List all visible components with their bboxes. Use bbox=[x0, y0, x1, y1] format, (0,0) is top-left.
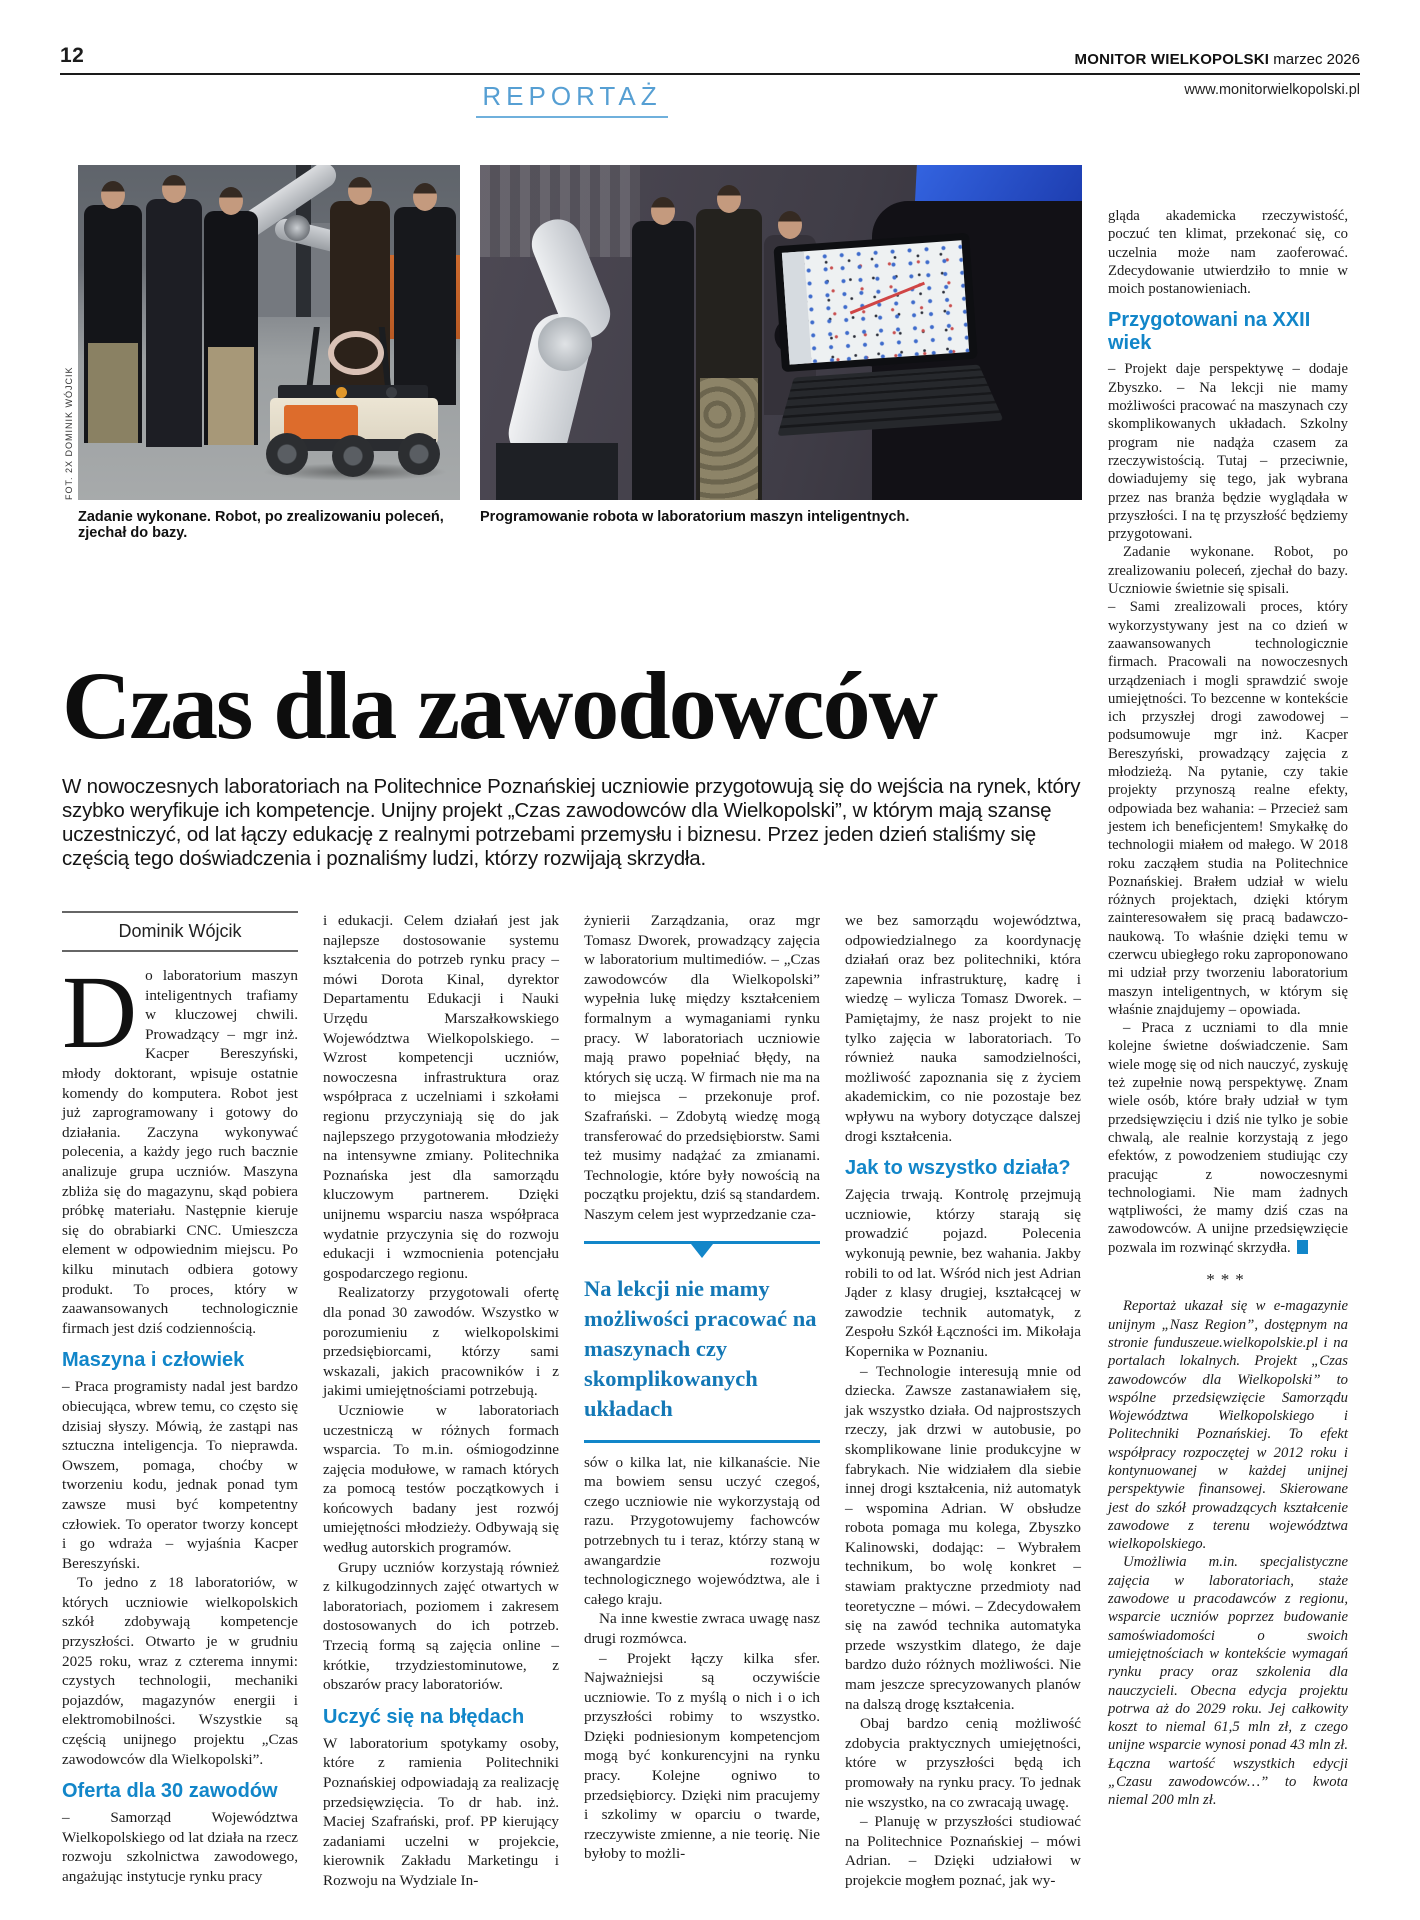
footnote-paragraph: Umożliwia m.in. specjalistyczne zajęcia w laboratoriach, staże zawodowe u pracodawców z regionu, wsparcie uczniów poprzez budowanie samoświadomości o swoich umiejętnościach w kontekście wymagań rynku pracy oraz szkolenia dla nauczycieli. Obecna edycja projektu potrwa aż do 2029 roku. Jej całkowity koszt to niemal 61,5 mln zł, z czego unijne wsparcie wynosi ponad 43 mln zł. Łączna wartość wszystkich edycji „Czasu zawodowców…” to kwota niemal 200 mln zł. bbox=[1108, 1554, 1348, 1809]
pull-quote-text: Na lekcji nie mamy możliwości pracować na maszynach czy skomplikowanych układach bbox=[584, 1275, 817, 1421]
person-silhouette bbox=[394, 207, 456, 405]
article-paragraph: – Technologie interesują mnie od dziecka. Zawsze zastanawiałem się, jak wszystko działa. Od najprostszych rzeczy, jak drzwi w autobusie, po skomplikowane linie produkcyjne w fabrykach. Nie widziałem dla siebie innej drogi kształcenia, niż automatyk – wspomina Adrian. W obsłudze robota pomaga mu kolega, Zbyszko Kalinowski, dodając: – Wybrałem technikum, bo wolę konkret – stawiam praktyczne przedmioty nad teoretyczne – mówi. – Zdecydowałem się na zawód technika automatyka przede wszystkim dlatego, że daje bardzo dużo różnych możliwości. Nie mam jeszcze sprecyzowanych planów na dalszą drogę kształcenia. bbox=[845, 1362, 1081, 1713]
section-subhead: Jak to wszystko działa? bbox=[845, 1157, 1071, 1180]
mobile-robot bbox=[270, 385, 438, 475]
stars-separator: *** bbox=[1206, 1270, 1250, 1290]
article-paragraph: Do laboratorium maszyn inteligentnych trafiamy w kluczowej chwili. Prowadzący – mgr inż. Kacper Bereszyński, młody doktorant, wpisuje ostatnie komendy do komputera. Robot jest już zaprogramowany i gotowy do działania. Zaczyna wykonywać polecenia, a każdy jego ruch bacznie analizuje grupa uczniów. Maszyna zbliża się do magazynu, skąd pobiera próbkę materiału. Następnie kieruje się do obrabiarki CNC. Umieszcza element w odpowiednim miejscu. Po kilku minutach odbiera gotowy produkt. To proces, który w zaawansowanych technologicznie firmach jest dziś codziennością. bbox=[62, 955, 298, 1337]
section-subhead: Maszyna i człowiek bbox=[62, 1349, 245, 1372]
article-paragraph: – Praca z uczniami to dla mnie kolejne świetne doświadczenie. Sam wiele mogę się od nich nauczyć, zyskuję też zupełnie nową perspektywę. Znam wiele osób, które brały udział w tym przedsięwzięciu i dziś nie tylko je sobie chwalą, ale realnie korzystają z jego efektów, z powodzeniem studiując czy pracując z nowoczesnymi technologiami. Nie mam żadnych wątpliwości, że mamy dziś czas na zawodowców. A unijne przedsięwzięcie pozwala im rozwinąć skrzydła. bbox=[1108, 1020, 1348, 1256]
photo-row bbox=[62, 165, 1082, 500]
robot-arm-base bbox=[496, 443, 618, 500]
photo-credit: FOT. 2X DOMINIK WÓJCIK bbox=[64, 366, 74, 500]
article-paragraph: Zadanie wykonane. Robot, po zrealizowaniu poleceń, zjechał do bazy. Uczniowie świetnie się spisali. bbox=[1108, 544, 1348, 598]
laptop-keyboard bbox=[777, 365, 1003, 437]
masthead-title: MONITOR WIELKOPOLSKI bbox=[1074, 51, 1270, 68]
article-paragraph: Obaj bardzo cenią możliwość zdobycia praktycznych umiejętności, które w przyszłości będą ich promowały na rynku pracy. To jednak nie wszystko, na co zwracają uwagę. bbox=[845, 1715, 1081, 1811]
robot-arm-joint bbox=[284, 215, 310, 241]
laptop bbox=[773, 232, 992, 442]
article-paragraph: To jedno z 18 laboratoriów, w których uczniowie wielkopolskich szkół zdobywają kompetencje przyszłości. Otwarto je w grudniu 2025 roku, wraz z czterema innymi: czystych technologii, mechaniki pojazdów, magazynów energii i elektromobilności. Wszystkie są częścią unijnego projektu „Czas zawodowców dla Wielkopolski”. bbox=[62, 1574, 298, 1768]
article-paragraph: W laboratorium spotykamy osoby, które z ramienia Politechniki Poznańskiej odpowiadają za realizację przedsięwzięcia. To dr hab. inż. Maciej Szafrański, prof. PP kierujący zadaniami uczelni w projekcie, kierownik Zakładu Marketingu i Rozwoju na Wydziale In- bbox=[323, 1734, 559, 1889]
drop-cap: D bbox=[62, 955, 138, 1071]
person-silhouette bbox=[632, 221, 694, 500]
article-paragraph: Grupy uczniów korzystają również z kilkugodzinnych zajęć otwartych w laboratoriach, poziomem i zakresem dostosowanych do ich potrzeb. Trzecią formą są zajęcia online – krótkie, trzydziestominutowe, z obszarów pracy laboratoriów. bbox=[323, 1558, 559, 1694]
caption-row bbox=[78, 509, 1082, 541]
camo-person-silhouette bbox=[696, 209, 762, 500]
article-paragraph: we bez samorządu województwa, odpowiedzialnego za koordynację działań oraz bez politechniki, która zapewnia infrastrukturę, kadrę i wiedzę – wylicza Tomasz Dworek. – Pamiętajmy, że nasz projekt to nie tylko zajęcia w laboratoriach. To również nauka samodzielności, możliwość zapoznania się z życiem akademickim, co nie pozostaje bez wpływu na wybory dotyczące dalszej drogi kształcenia. bbox=[845, 912, 1081, 1145]
pull-quote bbox=[584, 1241, 820, 1443]
photo-robot-lab bbox=[78, 165, 460, 500]
article-paragraph: – Praca programisty nadal jest bardzo obiecująca, wbrew temu, co często się dzisiaj słyszy. Mówią, że zastąpi nas sztuczna inteligencja. To nieprawda. Owszem, pomaga, choćby w tworzeniu kodu, jednak ponad tym zawsze musi być kompetentny człowiek. To operator tworzy koncept i go wdraża – wyjaśnia Kacper Bereszyński. bbox=[62, 1378, 298, 1572]
article-paragraph: – Sami zrealizowali proces, który wykorzystywany jest na co dzień w zaawansowanych technologicznie firmach. Pracowali na nowoczesnych urządzeniach i mogli sprawdzić swoje umiejętności. To bezcenne w kontekście ich przyszłej drogi zawodowej – podsumowuje mgr inż. Kacper Bereszyński, prowadzący zajęcia z młodzieżą. Na pytanie, czy takie projekty przynoszą realne efekty, odpowiada bez wahania: – Przecież sam jestem ich beneficjentem! Smykałkę do technologii miałem od małego. W 2018 roku zacząłem studia na Politechnice Poznańskiej. Brałem udział w wielu różnych projektach, dzięki którym zainteresowałem się pracą badawczo-naukową. To właśnie dzięki temu w czerwcu ubiegłego roku zaproponowano mi udział przy tworzeniu laboratorium maszyn inteligentnych, w którym się właśnie znajdujemy – opowiada. bbox=[1108, 599, 1348, 1018]
masthead bbox=[1075, 51, 1360, 68]
section-label bbox=[62, 81, 1082, 118]
article-paragraph: Uczniowie w laboratoriach uczestniczą w różnych formach wsparcia. To m.in. ośmiogodzinne zajęcia modułowe, w ramach których za pomocą testów początkowych i końcowych badany jest rozwój umiejętności młodzieży. Odbywają się według autorskich programów. bbox=[323, 1401, 559, 1557]
article-paragraph: – Projekt daje perspektywę – dodaje Zbyszko. – Na lekcji nie mamy możliwości pracować na maszynach czy skomplikowanych układach. Szkolny program nie nadąża czasem za rzeczywistością. Tutaj – przeciwnie, dowiadujemy się tego, jak wybrana przez nas branża będzie wyglądała w przyszłości. I na tę przyszłość będziemy przygotowani. bbox=[1108, 361, 1348, 543]
page-number: 12 bbox=[60, 44, 85, 67]
end-mark bbox=[1297, 1240, 1308, 1254]
article-column-2 bbox=[323, 911, 559, 1891]
article-paragraph: Na inne kwestie zwraca uwagę nasz drugi rozmówca. bbox=[584, 1610, 820, 1647]
header-subrow bbox=[60, 75, 1360, 133]
article-column-5 bbox=[1108, 165, 1348, 1891]
article-headline: Czas dla zawodowców bbox=[62, 652, 936, 759]
article-main-well bbox=[62, 165, 1082, 1891]
masthead-date: marzec 2026 bbox=[1273, 51, 1360, 68]
article-paragraph: – Samorząd Województwa Wielkopolskiego od lat działa na rzecz rozwoju szkolnictwa zawodowego, angażując instytucje rynku pracy bbox=[62, 1809, 298, 1886]
article-paragraph: i edukacji. Celem działań jest jak najlepsze dostosowanie systemu kształcenia do potrzeb rynku pracy – mówi Dorota Kinal, dyrektor Departamentu Edukacji i Nauki Urzędu Marszałkowskiego Województwa Wielkopolskiego. – Wzrost kompetencji uczniów, nowoczesna infrastruktura oraz współpraca z uczelniami i szkołami regionu przyczyniają się do jak najlepszego przygotowania młodzieży na intensywne zmiany. Politechnika Poznańska jest dla samorządu kluczowym partnerem. Dzięki unijnemu wsparciu nasza współpraca wydatnie przyczynia się do rozwoju edukacji i wzmocnienia potencjału gospodarczego regionu. bbox=[323, 912, 559, 1282]
triangle-down-icon bbox=[691, 1244, 713, 1258]
pull-quote-rule bbox=[584, 1241, 820, 1262]
article-column-4 bbox=[845, 911, 1081, 1891]
footnote-paragraph: Reportaż ukazał się w e-magazynie unijnym „Nasz Region”, dostępnym na stronie funduszeue.wielkopolskie.pl i na portalach lokalnych. Projekt „Czas zawodowców dla Wielkopolski” to wspólne przedsięwzięcie Samorządu Województwa Wielkopolskiego i Politechniki Poznańskiej. To efekt współpracy rozpoczętej w 2012 roku i kontynuowanej w każdej unijnej perspektywie finansowej. Skierowane jest do szkół prowadzących kształcenie zawodowe z terenu województwa wielkopolskiego. bbox=[1108, 1298, 1348, 1553]
section-label-text: REPORTAŻ bbox=[476, 81, 667, 118]
cable-coil bbox=[328, 331, 384, 375]
person-silhouette bbox=[204, 211, 258, 445]
photo-programming-robot bbox=[480, 165, 1082, 500]
article-paragraph: żynierii Zarządzania, oraz mgr Tomasz Dworek, prowadzący zajęcia w laboratorium multimediów. – „Czas zawodowców dla Wielkopolski” wypełnia lukę między kształceniem formalnym a wymaganiami rynku pracy. W laboratoriach uczniowie mają prawo popełniać błędy, na których się uczą. W firmach nie ma na to miejsca – przekonuje prof. Szafrański. – Zdobytą wiedzę mogą transferować do przedsiębiorstw. Sami też musimy nadążać za zmianami. Technologie, które były nowością na początku projektu, dziś są standardem. Naszym celem jest wyprzedzanie cza- bbox=[584, 912, 820, 1223]
page-header bbox=[0, 0, 1420, 133]
robot-button bbox=[336, 387, 347, 398]
article-paragraph: Realizatorzy przygotowali ofertę dla ponad 30 zawodów. Wszystko w porozumieniu z wielkopolskimi przedsiębiorcami, którzy sami wskazali, jakich pracowników i z jakimi umiejętnościami potrzebują. bbox=[323, 1284, 559, 1400]
article-paragraph: – Planuję w przyszłości studiować na Politechnice Poznańskiej – mówi Adrian. – Dzięki udziałowi w projekcie mogłem poznać, jak wy- bbox=[845, 1813, 1081, 1889]
folio-row bbox=[60, 44, 1360, 68]
section-subhead: Oferta dla 30 zawodów bbox=[62, 1780, 278, 1803]
article-column-3 bbox=[584, 911, 820, 1891]
article-column-1 bbox=[62, 911, 298, 1891]
article-paragraph: Zajęcia trwają. Kontrolę przejmują uczniowie, którzy starają się prowadzić pojazd. Polecenia wykonują pewnie, bez wahania. Jakby robili to od lat. Wśród nich jest Adrian Jąder z klasy drugiej, kształcącej w zawodzie technik automatyk, z Zespołu Szkół Łączności im. Mikołaja Kopernika w Poznaniu. bbox=[845, 1186, 1081, 1360]
pull-quote-rule bbox=[584, 1440, 820, 1443]
robot-wheel bbox=[332, 435, 374, 477]
robot-arm-joint bbox=[538, 317, 592, 371]
photo-caption: Zadanie wykonane. Robot, po zrealizowaniu poleceń, zjechał do bazy. bbox=[78, 509, 444, 541]
cable-rod bbox=[306, 327, 320, 389]
section-subhead: Uczyć się na błędach bbox=[323, 1705, 525, 1728]
section-subhead: Przygotowani na XXII wiek bbox=[1108, 309, 1311, 355]
person-silhouette bbox=[84, 205, 142, 443]
robot-wheel bbox=[398, 433, 440, 475]
article-paragraph: – Projekt łączy kilka sfer. Najważniejsi są oczywiście uczniowie. To z myślą o nich i o ich przyszłości robimy to wszystko. Dzięki podniesionym kompetencjom mogą być konkurencyjni na rynku pracy. Kolejne ogniwo to przedsiębiorcy. Dzięki nim pracujemy i szkolimy w oparciu o twarde, rzeczywiste zmienne, a nie teorię. Nie byłoby to możli- bbox=[584, 1649, 820, 1863]
page-content bbox=[62, 165, 1360, 1891]
article-paragraph: gląda akademicka rzeczywistość, poczuć ten klimat, przekonać się, co uczelnia może nam zaoferować. Zdecydowanie utwierdziło to mnie w moich postanowieniach. bbox=[1108, 208, 1348, 298]
photo-caption: Programowanie robota w laboratorium maszyn inteligentnych. bbox=[480, 509, 910, 525]
article-lead: W nowoczesnych laboratoriach na Politechnice Poznańskiej uczniowie przygotowują się do wejścia na rynek, który szybko weryfikuje ich kompetencje. Unijny projekt „Czas zawodowców dla Wielkopolski”, w którym mają szansę uczestniczyć, od lat łączy edukację z realnymi potrzebami przemysłu i biznesu. Przez jeden dzień staliśmy się częścią tego doświadczenia i poznaliśmy ludzi, którzy rozwijają skrzydła. bbox=[62, 775, 1081, 871]
robot-button bbox=[386, 387, 397, 398]
person-silhouette bbox=[146, 199, 202, 447]
article-paragraph: sów o kilka lat, nie kilkanaście. Nie ma bowiem sensu uczyć czegoś, czego uczniowie nie wykorzystają od razu. Przygotowujemy fachowców potrzebnych tu i teraz, którzy staną w awangardzie rozwoju technologicznego województwa, ale i całego kraju. bbox=[584, 1453, 820, 1608]
robot-wheel bbox=[266, 433, 308, 475]
byline: Dominik Wójcik bbox=[62, 911, 298, 952]
article-columns bbox=[62, 911, 1082, 1891]
website-url[interactable]: www.monitorwielkopolski.pl bbox=[1184, 82, 1360, 98]
